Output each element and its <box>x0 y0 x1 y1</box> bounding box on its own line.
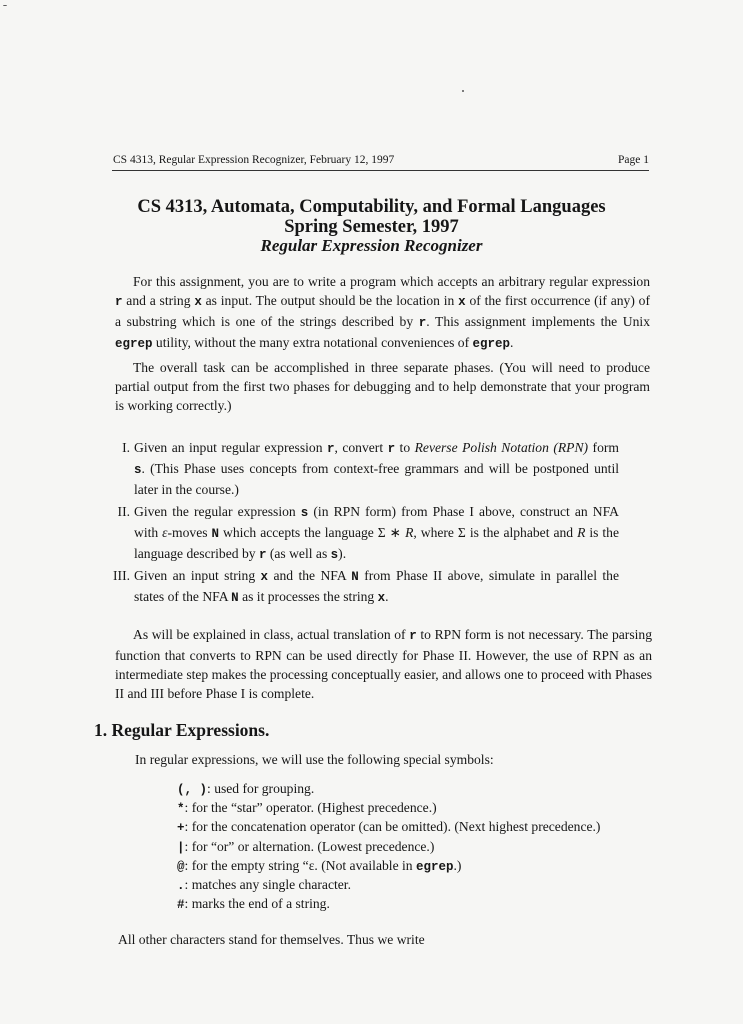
phase-number: III. <box>113 568 130 583</box>
section-heading: 1. Regular Expressions. <box>94 720 270 740</box>
semester-title: Spring Semester, 1997 <box>284 217 459 237</box>
course-title: CS 4313, Automata, Computability, and Formal Languages <box>137 197 606 217</box>
phase-text: Given the regular expression s (in RPN form) from Phase I above, construct an NFA with ε-moves N which accepts the language Σ ∗ R, where Σ is the alphabet and R is the language described by r (as well as s). <box>134 504 620 562</box>
scan-speck <box>462 90 464 92</box>
symbol-item: +: for the concatenation operator (can be omitted). (Next highest precedence.) <box>177 819 601 836</box>
phase-i-item <box>102 438 652 498</box>
header-rule <box>112 170 649 171</box>
special-symbols-list <box>177 780 600 914</box>
intro-paragraph: For this assignment, you are to write a program which accepts an arbitrary regular expression r and a string x as input. The output should be the location in x of the first occurrence (if any) of a substring which is one of the strings described by r. This assignment implements the Unix egrep utility, without the many extra notational conveniences of egrep. <box>115 274 650 351</box>
section-intro: In regular expressions, we will use the following special symbols: <box>135 752 494 767</box>
scan-speck <box>3 5 7 6</box>
assignment-title: Regular Expression Recognizer <box>260 236 483 255</box>
running-header: CS 4313, Regular Expression Recognizer, February 12, 1997 <box>113 154 395 166</box>
symbol-item: |: for “or” or alternation. (Lowest precedence.) <box>177 838 435 855</box>
phase-iii-item <box>102 566 652 606</box>
symbol-item: (, ): used for grouping. <box>177 781 315 797</box>
symbol-item: @: for the empty string “ε. (Not available in egrep.) <box>177 857 462 874</box>
symbol-item: #: marks the end of a string. <box>177 896 330 913</box>
phase-number: I. <box>122 440 130 455</box>
phase-ii-item <box>102 502 652 562</box>
phase-text: Given an input string x and the NFA N from Phase II above, simulate in parallel the states of the NFA N as it processes the string x. <box>134 568 619 605</box>
phases-overview-paragraph: The overall task can be accomplished in three separate phases. (You will need to produce partial output from the first two phases for debugging and to help demonstrate that your program is working correctly.) <box>115 360 650 413</box>
phase-number: II. <box>117 504 130 519</box>
symbol-item: .: matches any single character. <box>177 877 351 894</box>
phase-text: Given an input regular expression r, convert r to Reverse Polish Notation (RPN) form s. (This Phase uses concepts from context-free grammars and will be postponed until later in the course.) <box>134 440 619 497</box>
page-number: Page 1 <box>618 154 649 166</box>
closing-sentence: All other characters stand for themselves. Thus we write <box>118 932 425 947</box>
rpn-explanation-paragraph: As will be explained in class, actual translation of r to RPN form is not necessary. The parsing function that converts to RPN can be used directly for Phase II. However, the use of RPN as an intermediate step makes the processing conceptually easier, and allows one to proceed with Phases II and III before Phase I is complete. <box>115 627 652 701</box>
symbol-item: *: for the “star” operator. (Highest precedence.) <box>177 800 437 817</box>
